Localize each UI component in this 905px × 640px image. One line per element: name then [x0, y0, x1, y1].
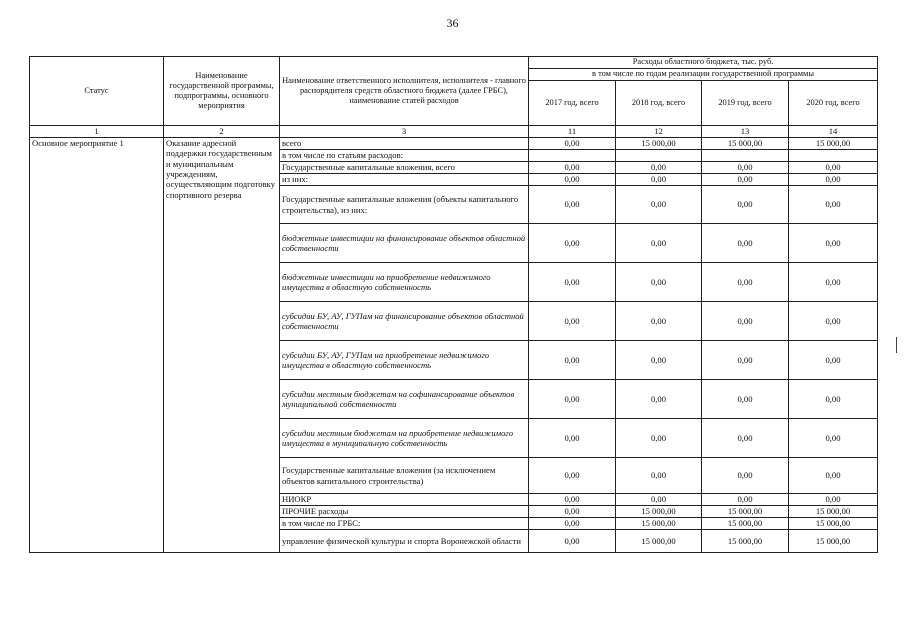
value-cell: 0,00 [616, 341, 702, 380]
value-cell: 0,00 [529, 263, 616, 302]
value-cell: 0,00 [702, 174, 789, 186]
page-number: 36 [446, 16, 459, 30]
row-label: НИОКР [280, 494, 529, 506]
status-header: Статус [30, 57, 164, 126]
value-cell: 0,00 [616, 174, 702, 186]
value-cell: 0,00 [529, 506, 616, 518]
value-cell: 0,00 [789, 162, 878, 174]
value-cell: 0,00 [529, 174, 616, 186]
value-cell: 15 000,00 [616, 518, 702, 530]
value-cell: 0,00 [702, 302, 789, 341]
value-cell: 0,00 [616, 263, 702, 302]
value-cell: 0,00 [789, 263, 878, 302]
value-cell: 0,00 [616, 162, 702, 174]
value-cell: 0,00 [789, 458, 878, 494]
year-header: 2020 год, всего [789, 81, 878, 126]
row-label: в том числе по статьям расходов: [280, 150, 529, 162]
value-cell: 0,00 [529, 530, 616, 553]
col-number: 13 [702, 126, 789, 138]
by-years-header: в том числе по годам реализации государственной программы [529, 69, 878, 81]
value-cell: 15 000,00 [616, 138, 702, 150]
value-cell: 0,00 [789, 174, 878, 186]
margin-mark [896, 337, 897, 353]
value-cell: 0,00 [529, 494, 616, 506]
value-cell: 15 000,00 [789, 518, 878, 530]
value-cell [789, 150, 878, 162]
value-cell: 0,00 [789, 224, 878, 263]
row-label: управление физической культуры и спорта Воронежской области [280, 530, 529, 553]
value-cell: 0,00 [529, 518, 616, 530]
value-cell: 15 000,00 [702, 506, 789, 518]
value-cell: 15 000,00 [702, 518, 789, 530]
table-row [30, 138, 878, 150]
row-label: Государственные капитальные вложения (за исключением объектов капитального строительства) [280, 458, 529, 494]
row-label: бюджетные инвестиции на финансирование объектов областной собственности [280, 224, 529, 263]
value-cell: 15 000,00 [616, 506, 702, 518]
row-label: субсидии местным бюджетам на приобретение недвижимого имущества в муниципальную собственность [280, 419, 529, 458]
program-cell: Оказание адресной поддержки государственным и муниципальным учреждениям, осуществляющим подготовку спортивного резерва [164, 138, 280, 553]
value-cell: 0,00 [702, 494, 789, 506]
row-label: из них: [280, 174, 529, 186]
value-cell: 0,00 [616, 494, 702, 506]
year-header: 2017 год, всего [529, 81, 616, 126]
row-label: Государственные капитальные вложения, всего [280, 162, 529, 174]
row-label: бюджетные инвестиции на приобретение недвижимого имущества в областную собственность [280, 263, 529, 302]
col-number: 3 [280, 126, 529, 138]
value-cell: 0,00 [529, 224, 616, 263]
value-cell: 0,00 [616, 186, 702, 224]
value-cell: 15 000,00 [702, 138, 789, 150]
value-cell: 15 000,00 [616, 530, 702, 553]
value-cell: 0,00 [616, 419, 702, 458]
row-label: субсидии БУ, АУ, ГУПам на приобретение недвижимого имущества в областную собственность [280, 341, 529, 380]
value-cell: 0,00 [789, 380, 878, 419]
value-cell: 0,00 [789, 341, 878, 380]
value-cell: 0,00 [789, 419, 878, 458]
value-cell: 0,00 [702, 186, 789, 224]
value-cell: 0,00 [702, 162, 789, 174]
value-cell: 0,00 [529, 380, 616, 419]
row-label: всего [280, 138, 529, 150]
value-cell: 0,00 [702, 419, 789, 458]
value-cell: 0,00 [789, 494, 878, 506]
value-cell: 15 000,00 [789, 506, 878, 518]
year-header: 2018 год, всего [616, 81, 702, 126]
col-number: 1 [30, 126, 164, 138]
value-cell: 0,00 [529, 458, 616, 494]
expenses-header: Расходы областного бюджета, тыс. руб. [529, 57, 878, 69]
value-cell: 15 000,00 [789, 138, 878, 150]
row-label: в том числе по ГРБС: [280, 518, 529, 530]
executor-header: Наименование ответственного исполнителя, исполнителя - главного распорядителя средств областного бюджета (далее ГРБС), наименование статей расходов [280, 57, 529, 126]
value-cell: 0,00 [702, 458, 789, 494]
value-cell: 0,00 [616, 302, 702, 341]
value-cell: 0,00 [616, 458, 702, 494]
value-cell: 15 000,00 [789, 530, 878, 553]
column-number-row [30, 126, 878, 138]
row-label: ПРОЧИЕ расходы [280, 506, 529, 518]
col-number: 12 [616, 126, 702, 138]
value-cell: 0,00 [789, 302, 878, 341]
col-number: 2 [164, 126, 280, 138]
value-cell: 0,00 [529, 138, 616, 150]
value-cell: 0,00 [529, 186, 616, 224]
value-cell: 0,00 [616, 224, 702, 263]
value-cell: 0,00 [529, 419, 616, 458]
value-cell: 0,00 [616, 380, 702, 419]
value-cell [529, 150, 616, 162]
col-number: 14 [789, 126, 878, 138]
value-cell: 0,00 [702, 341, 789, 380]
value-cell: 0,00 [789, 186, 878, 224]
value-cell [702, 150, 789, 162]
row-label: Государственные капитальные вложения (объекты капитального строительства), из них: [280, 186, 529, 224]
value-cell: 0,00 [529, 302, 616, 341]
value-cell: 0,00 [702, 263, 789, 302]
status-cell: Основное мероприятие 1 [30, 138, 164, 553]
value-cell: 15 000,00 [702, 530, 789, 553]
value-cell: 0,00 [702, 380, 789, 419]
header-row-1 [30, 57, 878, 69]
value-cell: 0,00 [529, 341, 616, 380]
row-label: субсидии БУ, АУ, ГУПам на финансирование объектов областной собственности [280, 302, 529, 341]
row-label: субсидии местным бюджетам на софинансирование объектов муниципальной собственности [280, 380, 529, 419]
budget-table [29, 56, 878, 553]
value-cell [616, 150, 702, 162]
value-cell: 0,00 [702, 224, 789, 263]
value-cell: 0,00 [529, 162, 616, 174]
col-number: 11 [529, 126, 616, 138]
year-header: 2019 год, всего [702, 81, 789, 126]
program-name-header: Наименование государственной программы, подпрограммы, основного мероприятия [164, 57, 280, 126]
